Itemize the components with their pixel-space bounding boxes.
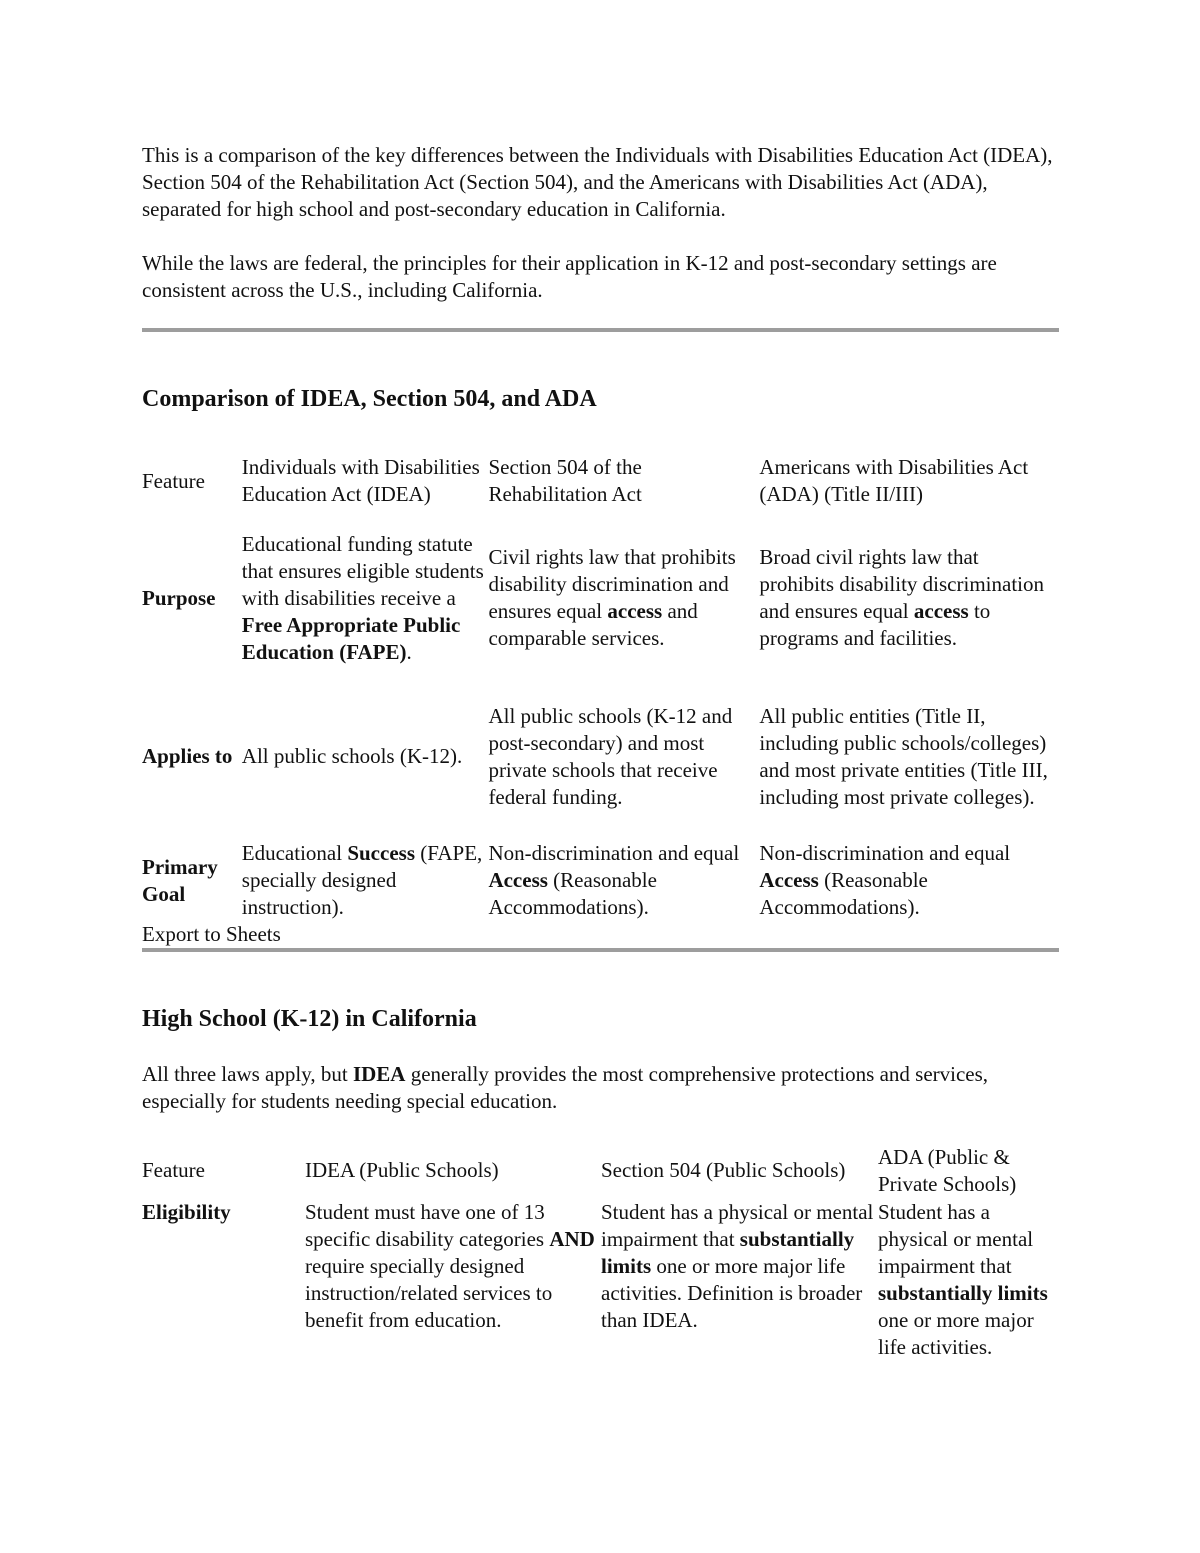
horizontal-rule [142,328,1059,332]
purpose-ada-cell: Broad civil rights law that prohibits disability discrimination and ensures equal access to programs and facilities. [759,545,1044,650]
goal-idea-cell: Educational Success (FAPE, specially designed instruction). [241,841,483,919]
horizontal-rule [142,948,1059,952]
header-feature: Feature [142,1158,205,1182]
header-idea: IDEA (Public Schools) [305,1158,499,1182]
export-to-sheets-link[interactable]: Export to Sheets [142,922,281,946]
header-idea: Individuals with Disabilities Education Act (IDEA) [241,455,480,506]
eligibility-ada-cell: Student has a physical or mental impairment that substantially limits one or more major life activities. [878,1200,1048,1359]
row-label-goal: Primary Goal [142,854,218,906]
high-school-note: All three laws apply, but IDEA generally provides the most comprehensive protections and services, especially for students needing special education. [142,1062,989,1113]
intro-paragraph-2: While the laws are federal, the principles for their application in K-12 and post-secondary settings are consistent across the U.S., including California. [142,251,997,302]
eligibility-s504-cell: Student has a physical or mental impairment that substantially limits one or more major life activities. Definition is broader than IDEA. [601,1200,874,1332]
high-school-table [142,1142,1059,1361]
purpose-s504-cell: Civil rights law that prohibits disability discrimination and ensures equal access and comparable services. [488,545,736,650]
table-header-row [142,439,1059,523]
applies-idea-cell: All public schools (K-12). [241,744,463,768]
intro-paragraph-1: This is a comparison of the key differences between the Individuals with Disabilities Education Act (IDEA), Section 504 of the Rehabilitation Act (Section 504), and the Americans with Disabilities Act (ADA), separated for high school and post-secondary education in California. [142,143,1053,221]
row-label-purpose: Purpose [142,585,216,610]
table-header-row [142,1142,1059,1199]
document-page [142,142,1059,1361]
header-ada: ADA (Public & Private Schools) [878,1144,1017,1196]
table-row-goal [142,840,1059,921]
purpose-idea-cell: Educational funding statute that ensures eligible students with disabilities receive a Free Appropriate Public Education (FAPE). [241,531,484,664]
table-row-eligibility [142,1199,1059,1361]
goal-s504-cell: Non-discrimination and equal Access (Reasonable Accommodations). [488,841,740,919]
comparison-table [142,439,1059,921]
eligibility-idea-cell: Student must have one of 13 specific disability categories AND require specially designed instruction/related services to benefit from education. [305,1200,595,1332]
header-ada: Americans with Disabilities Act (ADA) (Title II/III) [759,455,1029,506]
comparison-heading: Comparison of IDEA, Section 504, and ADA [142,386,597,412]
row-label-eligibility: Eligibility [142,1200,231,1224]
table-row-applies [142,673,1059,840]
applies-ada-cell: All public entities (Title II, including public schools/colleges) and most private entities (Title III, including most private colleges). [759,703,1048,809]
row-label-applies: Applies to [142,744,233,768]
high-school-heading: High School (K-12) in California [142,1006,477,1032]
header-section504: Section 504 (Public Schools) [601,1158,846,1182]
goal-ada-cell: Non-discrimination and equal Access (Reasonable Accommodations). [759,841,1011,919]
table-row-purpose [142,523,1059,673]
applies-s504-cell: All public schools (K-12 and post-secondary) and most private schools that receive federal funding. [488,703,733,809]
header-section504: Section 504 of the Rehabilitation Act [488,455,642,506]
header-feature: Feature [142,468,205,493]
